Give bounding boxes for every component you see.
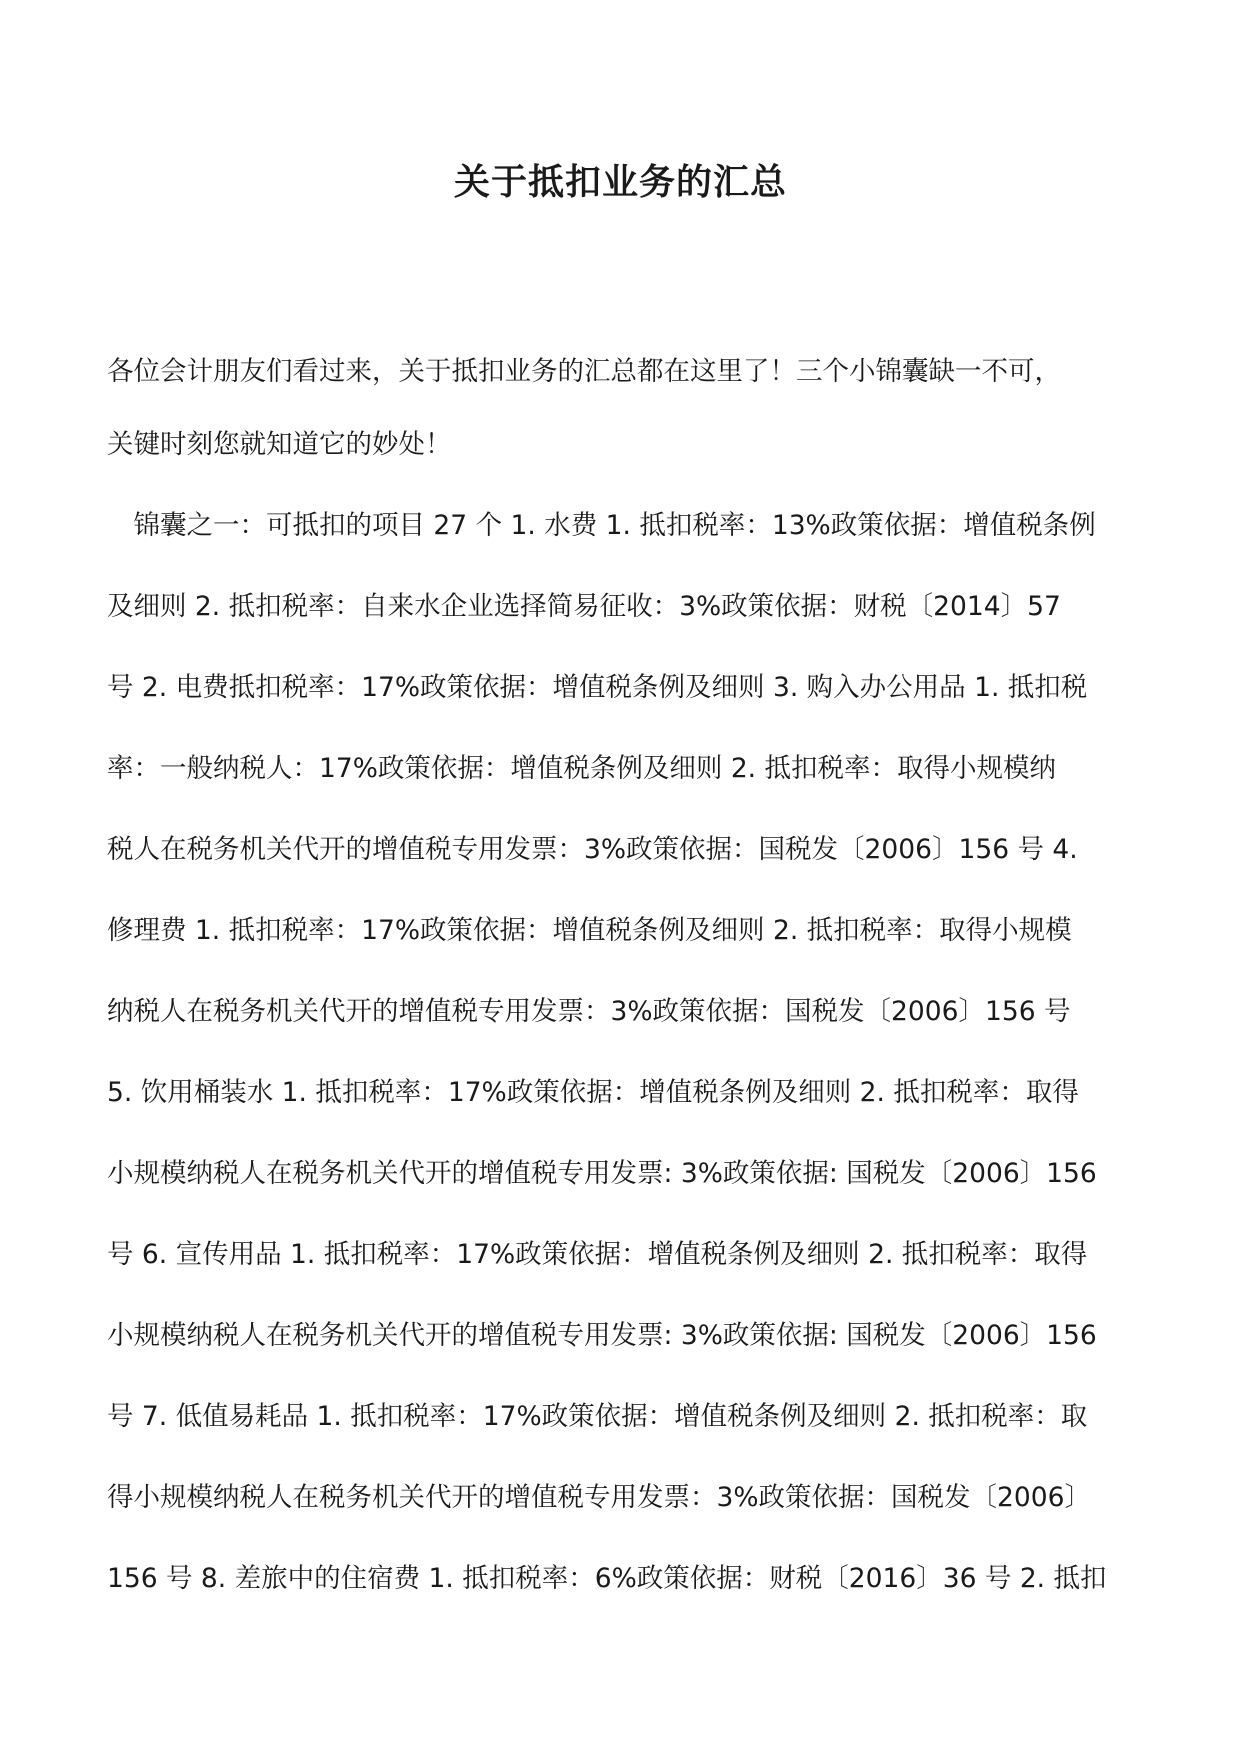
body-line: 率：一般纳税人：17%政策依据：增值税条例及细则 2. 抵扣税率：取得小规模纳 <box>107 753 1057 784</box>
document-title: 关于抵扣业务的汇总 <box>453 161 787 203</box>
body-line: 156 号 8. 差旅中的住宿费 1. 抵扣税率：6%政策依据：财税〔2016〕36 号 2. 抵扣 <box>107 1563 1107 1594</box>
body-line: 修理费 1. 抵扣税率：17%政策依据：增值税条例及细则 2. 抵扣税率：取得小规模 <box>107 915 1072 946</box>
body-line: 5. 饮用桶装水 1. 抵扣税率：17%政策依据：增值税条例及细则 2. 抵扣税率：取得 <box>107 1077 1079 1108</box>
body-line: 税人在税务机关代开的增值税专用发票：3%政策依据：国税发〔2006〕156 号 4. <box>107 834 1078 865</box>
body-line: 号 2. 电费抵扣税率：17%政策依据：增值税条例及细则 3. 购入办公用品 1. 抵扣税 <box>107 672 1088 703</box>
body-line: 小规模纳税人在税务机关代开的增值税专用发票: 3%政策依据: 国税发〔2006〕156 <box>107 1158 1097 1189</box>
body-line: 纳税人在税务机关代开的增值税专用发票：3%政策依据：国税发〔2006〕156 号 <box>107 996 1071 1027</box>
body-line: 得小规模纳税人在税务机关代开的增值税专用发票：3%政策依据：国税发〔2006〕 <box>107 1482 1091 1513</box>
body-line: 及细则 2. 抵扣税率：自来水企业选择简易征收：3%政策依据：财税〔2014〕57 <box>107 591 1061 622</box>
body-line: 各位会计朋友们看过来，关于抵扣业务的汇总都在这里了！三个小锦囊缺一不可， <box>107 356 1061 387</box>
body-line: 小规模纳税人在税务机关代开的增值税专用发票: 3%政策依据: 国税发〔2006〕156 <box>107 1320 1097 1351</box>
body-line: 号 6. 宣传用品 1. 抵扣税率：17%政策依据：增值税条例及细则 2. 抵扣税率：取得 <box>107 1239 1088 1270</box>
body-line: 关键时刻您就知道它的妙处！ <box>107 429 452 460</box>
body-line: 锦囊之一：可抵扣的项目 27 个 1. 水费 1. 抵扣税率：13%政策依据：增值税条例 <box>107 510 1096 541</box>
body-line: 号 7. 低值易耗品 1. 抵扣税率：17%政策依据：增值税条例及细则 2. 抵扣税率：取 <box>107 1401 1088 1432</box>
